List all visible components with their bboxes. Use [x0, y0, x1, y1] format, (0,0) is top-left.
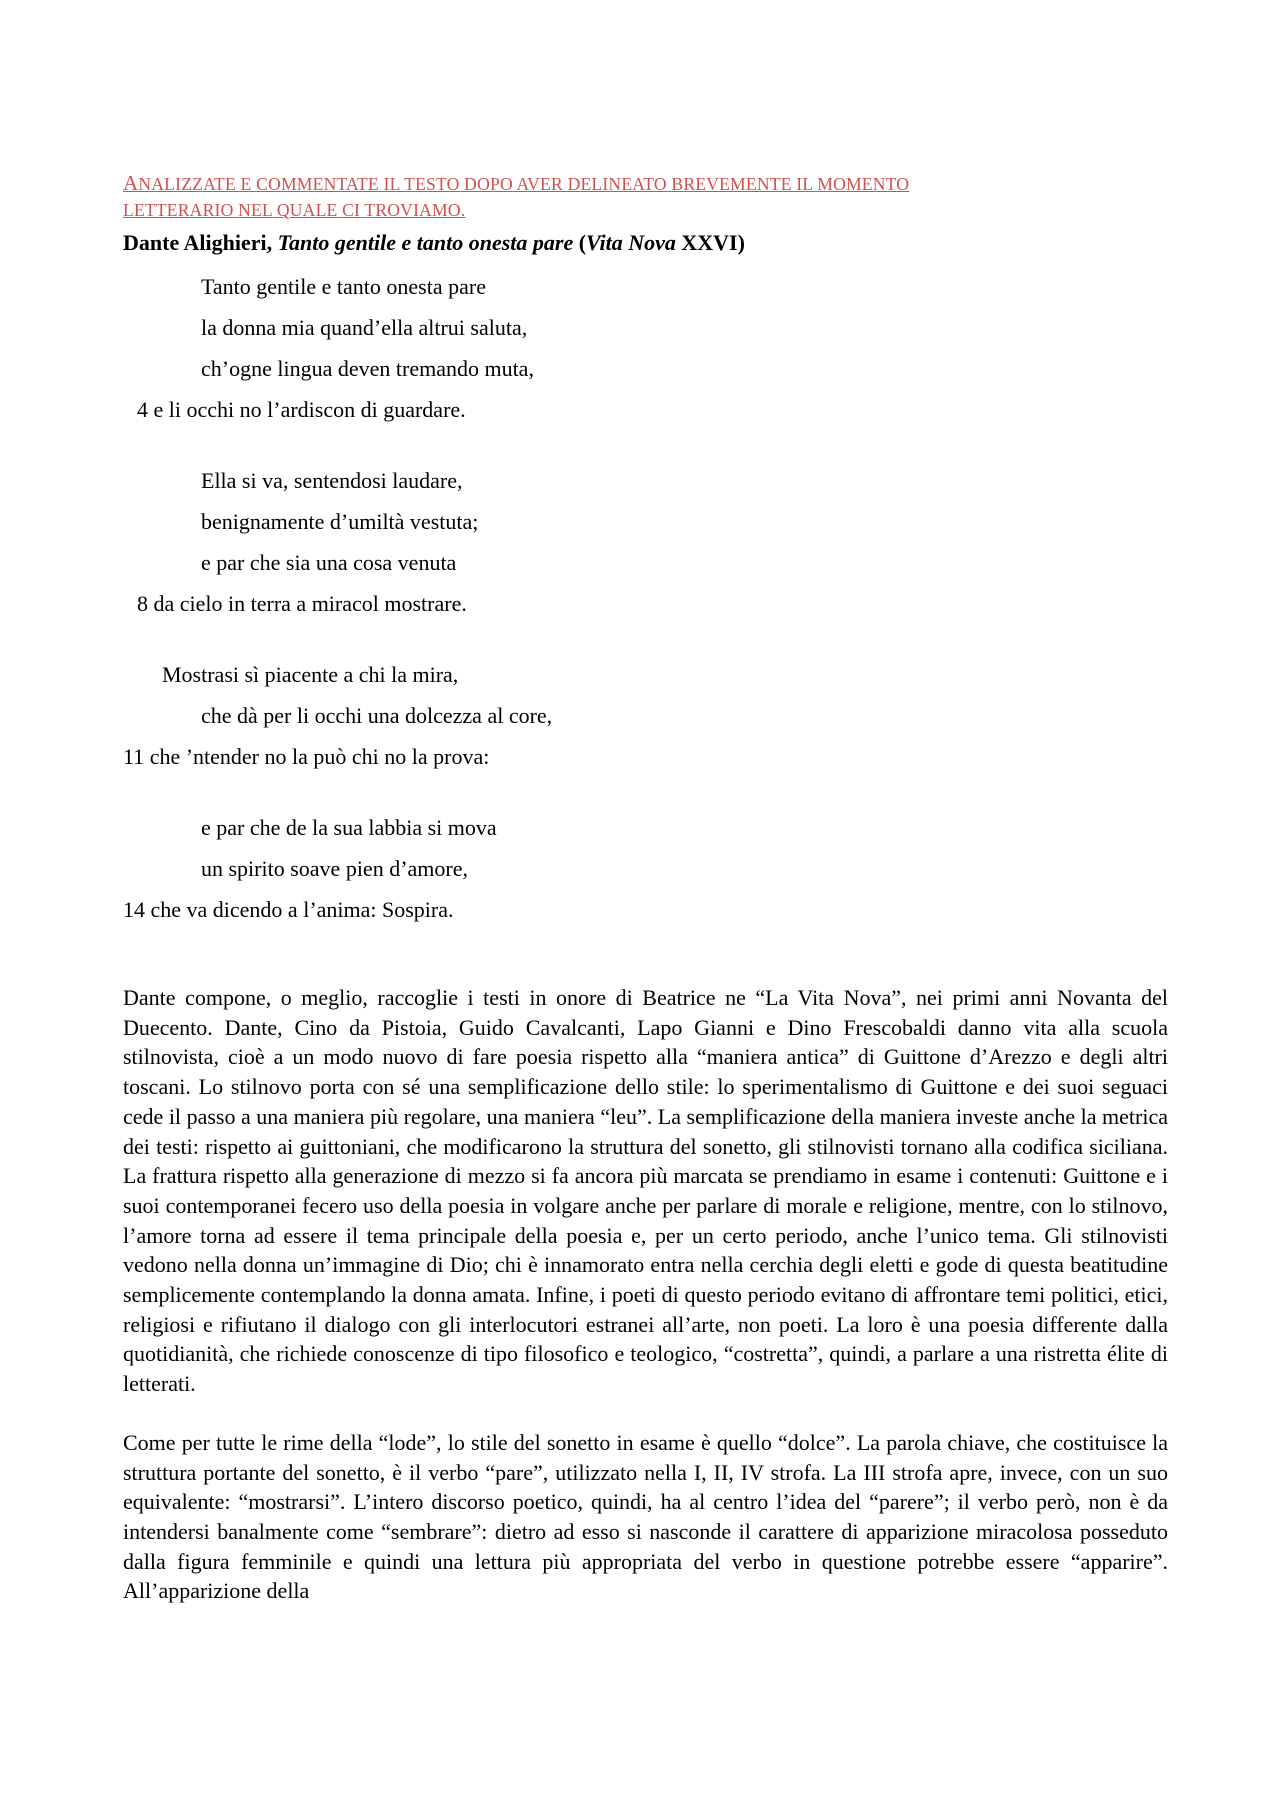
title-work: Vita Nova	[586, 230, 676, 255]
verse	[123, 889, 1168, 930]
verse-text: Ella si va, sentendosi laudare,	[201, 468, 463, 493]
assignment-instruction	[123, 170, 1168, 223]
verse-number: 11	[123, 744, 145, 769]
verse-text: Mostrasi sì piacente a chi la mira,	[162, 662, 459, 687]
verse-text: la donna mia quand’ella altrui saluta,	[201, 315, 528, 340]
verse-text: Tanto gentile e tanto onesta pare	[201, 274, 486, 299]
verse-text: un spirito soave pien d’amore,	[201, 856, 468, 881]
verse	[123, 542, 1168, 583]
verse-text: che ’ntender no la può chi no la prova:	[149, 744, 490, 769]
title-poem: Tanto gentile e tanto onesta pare	[277, 230, 574, 255]
verse-text: e par che de la sua labbia si mova	[201, 815, 497, 840]
title-author: Dante Alighieri,	[123, 230, 273, 255]
verse-text: benignamente d’umiltà vestuta;	[201, 509, 479, 534]
verse	[123, 501, 1168, 542]
title-chapter: XXVI)	[681, 230, 745, 255]
verse	[123, 460, 1168, 501]
title-paren: (	[578, 230, 587, 255]
verse	[162, 654, 1168, 695]
commentary-paragraph-1: Dante compone, o meglio, raccoglie i testi in onore di Beatrice ne “La Vita Nova”, nei primi anni Novanta del Duecento. Dante, Cino da Pistoia, Guido Cavalcanti, Lapo Gianni e Dino Frescobaldi danno vita alla scuola stilnovista, cioè a un modo nuovo di fare poesia rispetto alla “maniera antica” di Guittone d’Arezzo e degli altri toscani. Lo stilnovo porta con sé una semplificazione dello stile: lo sperimentalismo di Guittone e dei suoi seguaci cede il passo a una maniera più regolare, una maniera “leu”. La semplificazione della maniera investe anche la metrica dei testi: rispetto ai guittoniani, che modificarono la struttura del sonetto, gli stilnovisti tornano alla codifica siciliana. La frattura rispetto alla generazione di mezzo si fa ancora più marcata se prendiamo in esame i contenuti: Guittone e i suoi contemporanei fecero uso della poesia in volgare anche per parlare di morale e religione, mentre, con lo stilnovo, l’amore torna ad essere il tema principale della poesia e, per un certo periodo, anche l’unico tema. Gli stilnovisti vedono nella donna un’immagine di Dio; chi è innamorato entra nella cerchia degli eletti e gode di questa beatitudine semplicemente contemplando la donna amata. Infine, i poeti di questo periodo evitano di affrontare temi politici, etici, religiosi e rifiutano il dialogo con gli interlocutori estranei all’arte, non poeti. La loro è una poesia differente dalla quotidianità, che richiede conoscenze di tipo filosofico e teologico, “costretta”, quindi, a parlare a una ristretta élite di letterati.	[123, 985, 1168, 1397]
poem-title	[123, 228, 1168, 258]
verse-text: ch’ogne lingua deven tremando muta,	[201, 356, 534, 381]
verse-text: che dà per li occhi una dolcezza al core,	[201, 703, 553, 728]
verse	[137, 389, 1168, 430]
commentary-paragraph-2: Come per tutte le rime della “lode”, lo stile del sonetto in esame è quello “dolce”. La parola chiave, che costituisce la struttura portante del sonetto, è il verbo “pare”, utilizzato nella I, II, IV strofa. La III strofa apre, invece, con un suo equivalente: “mostrarsi”. L’intero discorso poetico, quindi, ha al centro l’idea del “parere”; il verbo però, non è da intendersi banalmente come “sembrare”: dietro ad esso si nasconde il carattere di apparizione miracolosa posseduto dalla figura femminile e quindi una lettura più appropriata del verbo in questione potrebbe essere “apparire”. All’apparizione della	[123, 1429, 1168, 1604]
verse	[123, 695, 1168, 736]
verse	[123, 807, 1168, 848]
stanza-1	[123, 266, 1168, 430]
verse	[123, 736, 1168, 777]
verse	[123, 348, 1168, 389]
verse	[137, 583, 1168, 624]
document-page	[123, 170, 1168, 1606]
sonnet	[123, 266, 1168, 930]
instruction-line-2: LETTERARIO NEL QUALE CI TROVIAMO.	[123, 200, 466, 220]
instruction-line-1: ANALIZZATE E COMMENTATE IL TESTO DOPO AVER DELINEATO BREVEMENTE IL MOMENTO	[123, 171, 910, 195]
stanza-4	[123, 807, 1168, 930]
verse	[123, 266, 1168, 307]
verse-text: da cielo in terra a miracol mostrare.	[153, 591, 467, 616]
verse-text: e par che sia una cosa venuta	[201, 550, 457, 575]
stanza-3	[123, 654, 1168, 777]
verse-number: 4	[137, 397, 148, 422]
verse-number: 14	[123, 897, 145, 922]
verse-text: che va dicendo a l’anima: Sospira.	[150, 897, 454, 922]
verse	[123, 307, 1168, 348]
verse	[123, 848, 1168, 889]
stanza-2	[123, 460, 1168, 624]
verse-text: e li occhi no l’ardiscon di guardare.	[153, 397, 466, 422]
verse-number: 8	[137, 591, 148, 616]
